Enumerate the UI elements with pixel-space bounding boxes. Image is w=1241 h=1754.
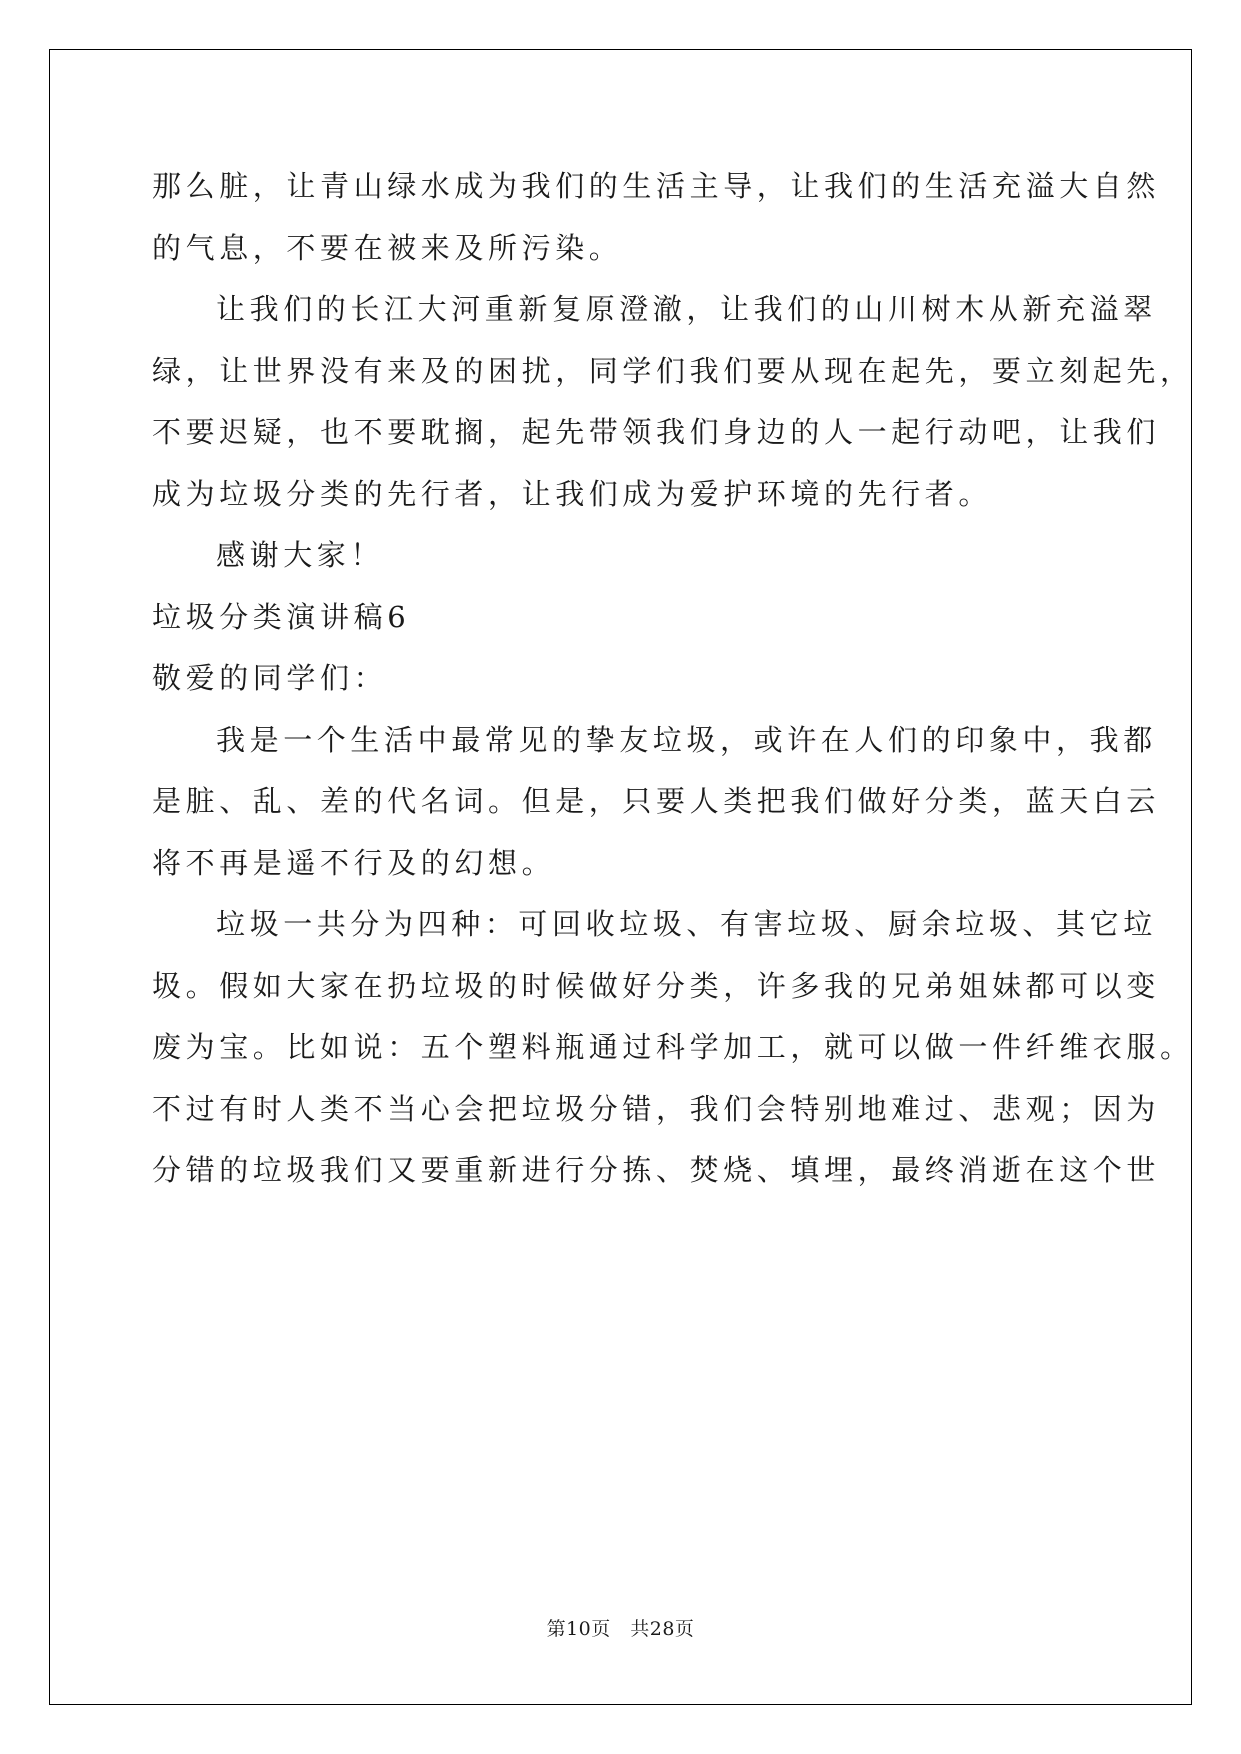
text-line: 圾。假如大家在扔垃圾的时候做好分类，许多我的兄弟姐妹都可以变 [152, 968, 1161, 1003]
text-line: 的气息，不要在被来及所污染。 [152, 230, 623, 265]
text-line: 感谢大家！ [216, 538, 385, 572]
text-line: 是脏、乱、差的代名词。但是，只要人类把我们做好分类，蓝天白云 [152, 784, 1161, 818]
text-line: 我是一个生活中最常见的挚友垃圾，或许在人们的印象中，我都 [216, 722, 1157, 757]
document-body [152, 156, 1194, 1202]
text-line: 那么脏，让青山绿水成为我们的生活主导，让我们的生活充溢大自然 [152, 169, 1161, 203]
text-line: 垃圾分类演讲稿6 [152, 599, 411, 634]
page-footer [0, 1614, 1241, 1641]
text-line: 绿，让世界没有来及的困扰，同学们我们要从现在起先，要立刻起先， [152, 353, 1194, 388]
text-line: 不过有时人类不当心会把垃圾分错，我们会特别地难过、悲观；因为 [152, 1091, 1161, 1126]
text-line: 分错的垃圾我们又要重新进行分拣、焚烧、填埋，最终消逝在这个世 [152, 1153, 1161, 1187]
text-line: 让我们的长江大河重新复原澄澈，让我们的山川树木从新充溢翠 [216, 292, 1157, 326]
text-line: 垃圾一共分为四种：可回收垃圾、有害垃圾、厨余垃圾、其它垃 [216, 907, 1157, 941]
text-line: 将不再是遥不行及的幻想。 [152, 845, 556, 880]
text-line: 敬爱的同学们： [152, 661, 388, 695]
text-line: 成为垃圾分类的先行者，让我们成为爱护环境的先行者。 [152, 476, 993, 511]
page-number-label: 第10页 共28页 [546, 1618, 695, 1640]
text-line: 废为宝。比如说：五个塑料瓶通过科学加工，就可以做一件纤维衣服。 [152, 1030, 1194, 1064]
text-line: 不要迟疑，也不要耽搁，起先带领我们身边的人一起行动吧，让我们 [152, 415, 1161, 449]
